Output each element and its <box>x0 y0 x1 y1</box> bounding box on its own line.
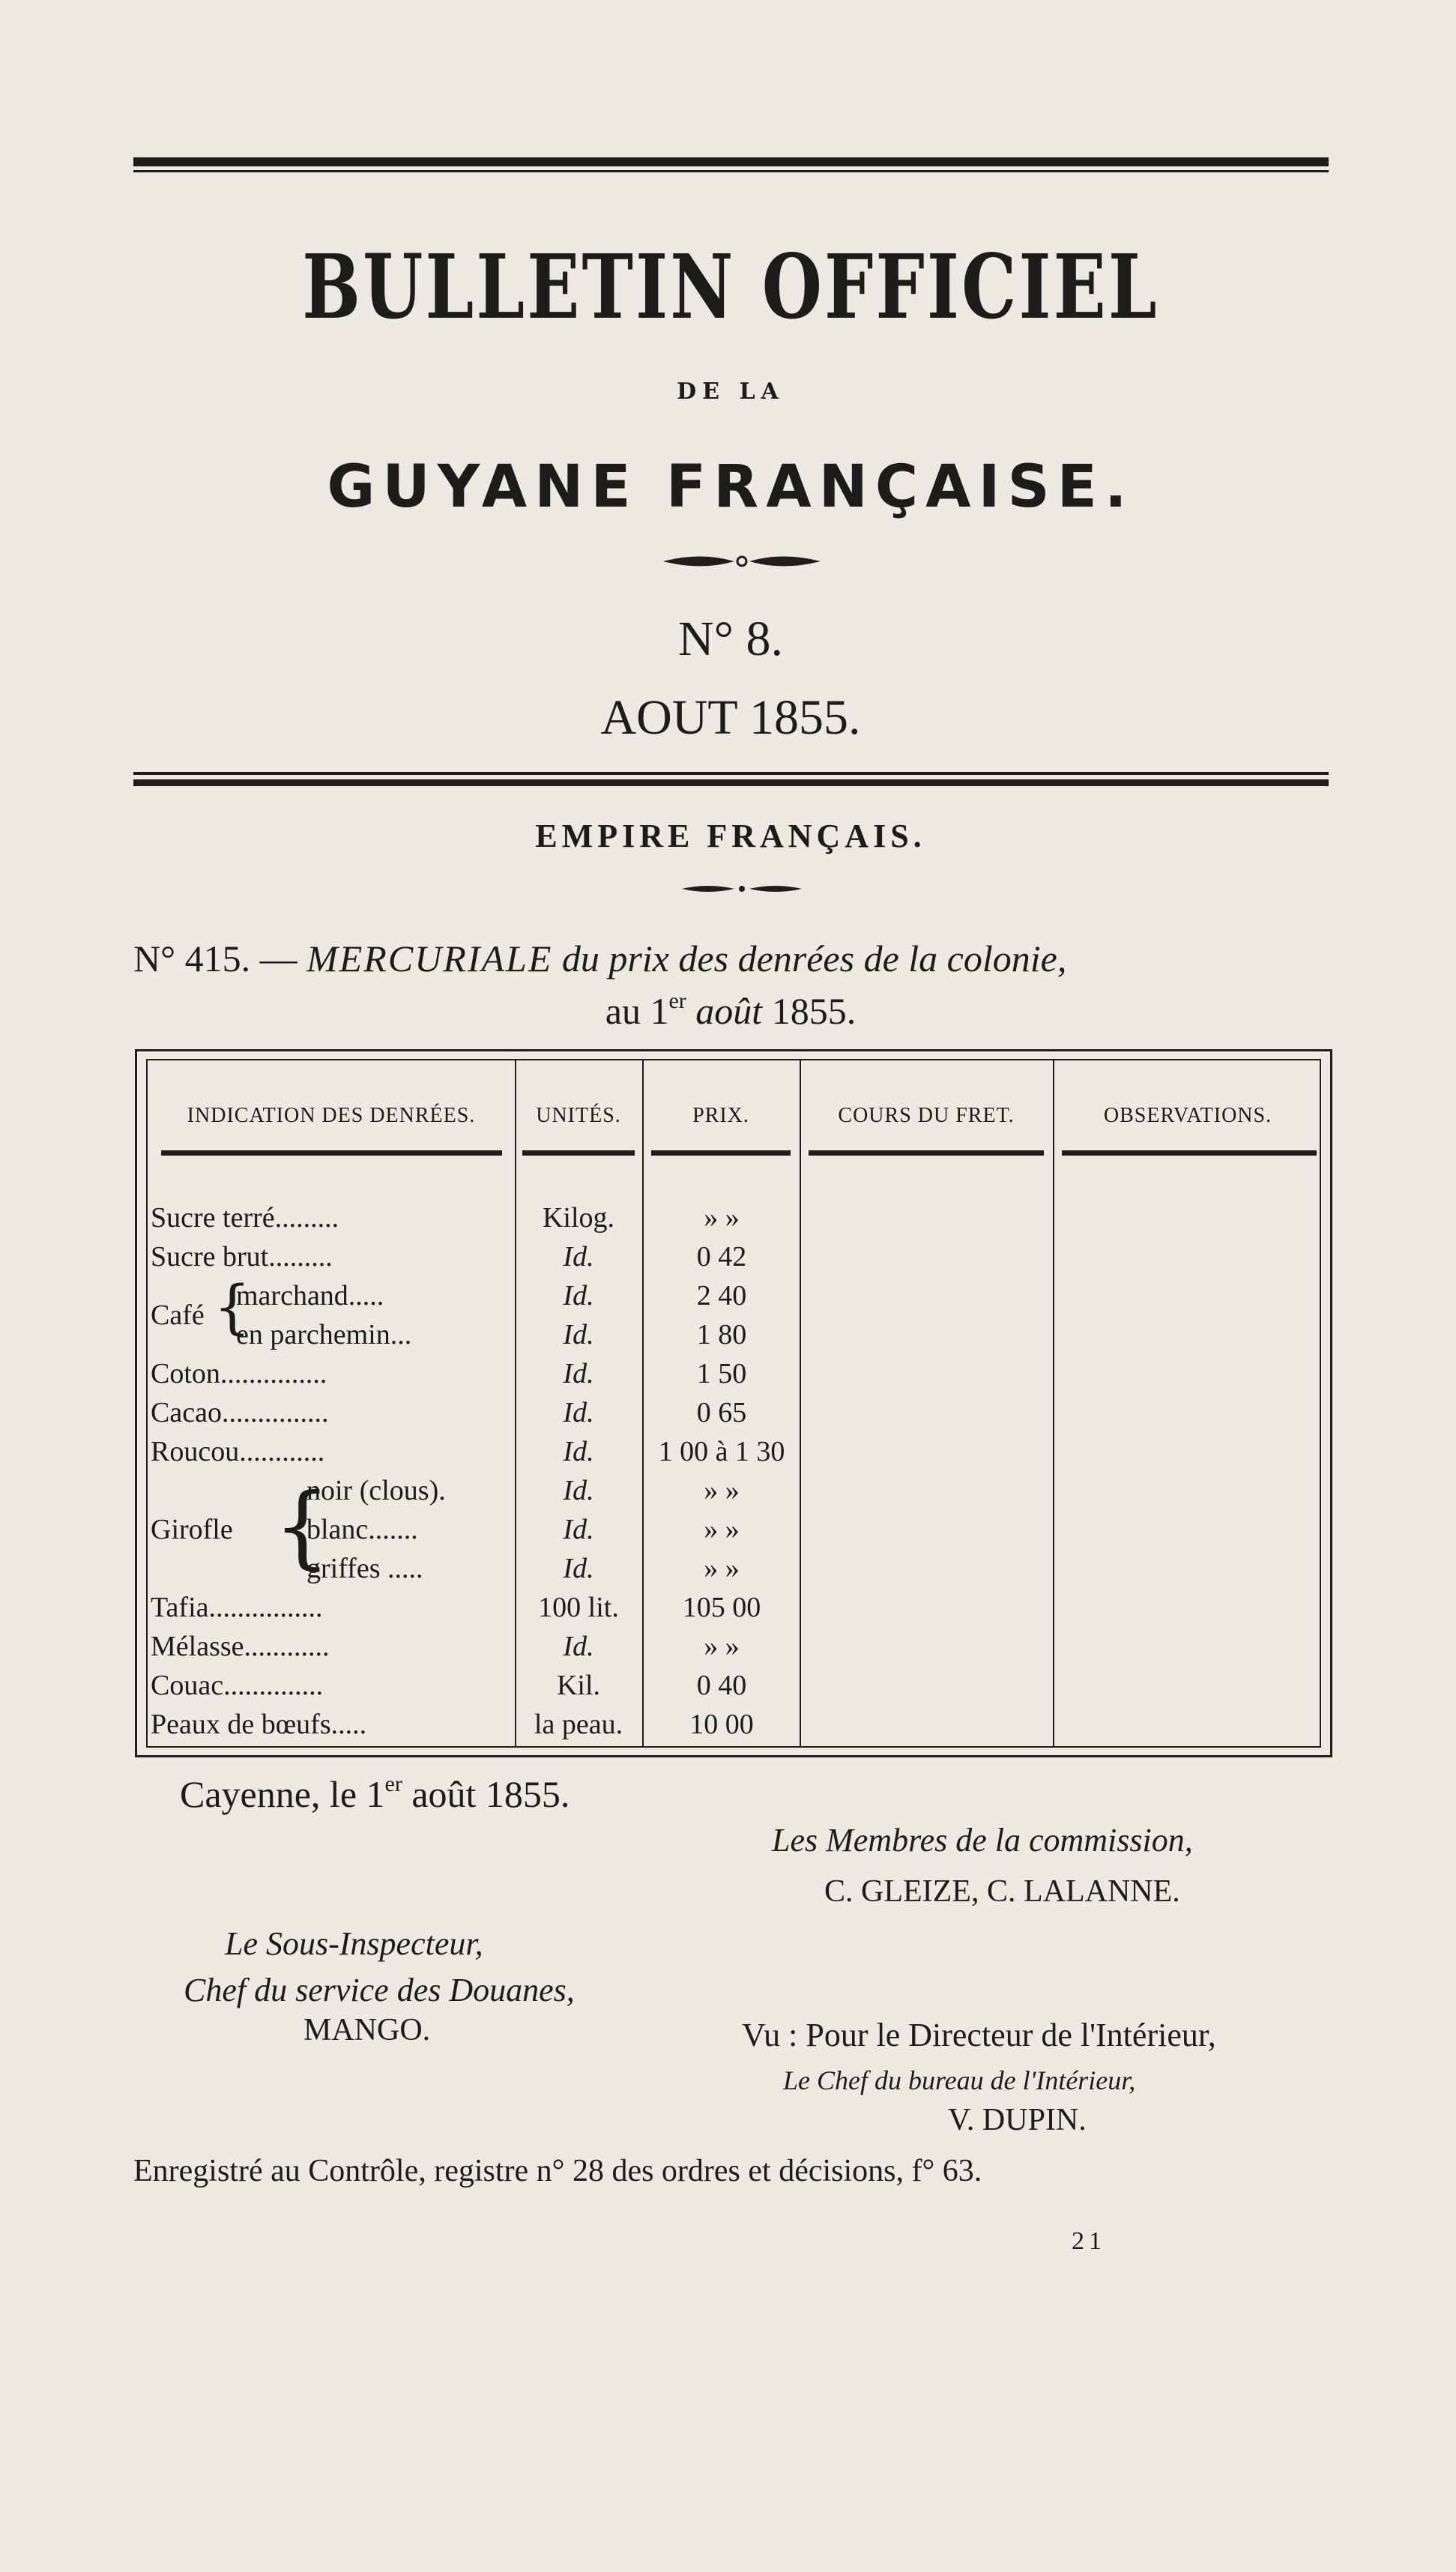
row-price: 105 00 <box>682 1592 761 1623</box>
row-unit: Id. <box>563 1280 594 1311</box>
row-unit: Kil. <box>556 1670 601 1701</box>
top-rule-thin <box>133 170 1329 172</box>
signature-mango: MANGO. <box>303 2013 431 2047</box>
row-unit: Id. <box>563 1241 594 1273</box>
mid-rule-thick <box>133 779 1329 786</box>
chef-bureau: Le Chef du bureau de l'Intérieur, <box>783 2065 1136 2095</box>
row-label: Couac.............. <box>151 1670 324 1701</box>
page-number: 21 <box>1072 2227 1106 2255</box>
row-label: Roucou............ <box>151 1436 325 1467</box>
ornament-divider <box>659 549 824 574</box>
row-unit: 100 lit. <box>538 1592 619 1623</box>
row-label: marchand..... <box>236 1280 384 1311</box>
group-label-girofle: Girofle <box>151 1514 233 1545</box>
row-label: Tafia................ <box>151 1592 323 1623</box>
row-price: » » <box>704 1475 740 1506</box>
row-unit: la peau. <box>534 1709 623 1740</box>
row-price: 0 40 <box>696 1670 747 1701</box>
bulletin-title: BULLETIN OFFICIEL <box>302 235 1159 339</box>
row-label: en parchemin... <box>236 1319 412 1350</box>
row-label: griffes ..... <box>306 1553 423 1584</box>
row-unit: Id. <box>563 1514 594 1545</box>
row-unit: Id. <box>563 1553 594 1584</box>
de-la-text: DE LA <box>677 378 785 405</box>
sous-inspecteur: Le Sous-Inspecteur, <box>225 1925 483 1962</box>
decree-number: N° 415. <box>133 938 251 979</box>
mid-rule <box>133 772 1329 775</box>
decree-date: au 1er août 1855. <box>605 988 857 1032</box>
row-label: Sucre terré......... <box>151 1202 339 1234</box>
row-price: » » <box>704 1631 740 1662</box>
row-unit: Id. <box>563 1475 594 1506</box>
brace: { <box>274 1475 331 1579</box>
row-price: » » <box>704 1514 740 1545</box>
ornament-small <box>678 881 806 896</box>
chef-douanes: Chef du service des Douanes, <box>184 1972 575 2008</box>
row-price: 1 00 à 1 30 <box>658 1436 785 1467</box>
row-unit: Id. <box>563 1319 594 1350</box>
row-price: » » <box>704 1553 740 1584</box>
bulletin-number: N° 8. <box>677 612 784 666</box>
row-price: 2 40 <box>696 1280 747 1311</box>
row-label: Sucre brut......... <box>151 1241 333 1273</box>
row-unit: Id. <box>563 1358 594 1389</box>
commission-names: C. GLEIZE, C. LALANNE. <box>824 1874 1180 1909</box>
row-price: 10 00 <box>689 1709 754 1740</box>
row-price: » » <box>704 1202 740 1234</box>
header-indication: INDICATION DES DENRÉES. <box>187 1104 476 1127</box>
row-price: 0 42 <box>696 1241 747 1273</box>
row-label: Coton............... <box>151 1358 327 1389</box>
bulletin-date: AOUT 1855. <box>600 690 861 745</box>
top-rule <box>133 157 1329 166</box>
row-label: Peaux de bœufs..... <box>151 1709 367 1740</box>
row-unit: Id. <box>563 1631 594 1662</box>
row-price: 1 80 <box>696 1319 747 1350</box>
row-unit: Kilog. <box>542 1202 615 1234</box>
brace: { <box>214 1274 251 1341</box>
row-label: Cacao............... <box>151 1397 329 1428</box>
guyane-title: GUYANE FRANÇAISE. <box>327 453 1135 521</box>
group-label-cafe: Café <box>151 1299 205 1331</box>
table-inner <box>146 1059 1321 1748</box>
empire-heading: EMPIRE FRANÇAIS. <box>535 818 926 854</box>
header-unites: UNITÉS. <box>536 1104 621 1127</box>
enregistre-note: Enregistré au Contrôle, registre n° 28 des ordres et décisions, f° 63. <box>133 2154 982 2188</box>
row-price: 0 65 <box>696 1397 747 1428</box>
row-label: blanc....... <box>306 1514 418 1545</box>
vu-directeur: Vu : Pour le Directeur de l'Intérieur, <box>742 2017 1216 2053</box>
signature-dupin: V. DUPIN. <box>948 2103 1087 2137</box>
header-prix: PRIX. <box>692 1104 749 1127</box>
header-cours-fret: COURS DU FRET. <box>838 1104 1015 1127</box>
place-date: Cayenne, le 1er août 1855. <box>180 1772 570 1815</box>
row-label: Mélasse............ <box>151 1631 330 1662</box>
row-label: noir (clous). <box>306 1475 446 1506</box>
mercuriale-table <box>135 1049 1332 1757</box>
decree-title: N° 415. — MERCURIALE du prix des denrées de la colonie, <box>133 938 1067 979</box>
header-observations: OBSERVATIONS. <box>1103 1104 1272 1127</box>
row-unit: Id. <box>563 1397 594 1428</box>
row-price: 1 50 <box>696 1358 747 1389</box>
row-unit: Id. <box>563 1436 594 1467</box>
mercuriale: MERCURIALE <box>306 938 553 979</box>
commission-title: Les Membres de la commission, <box>772 1822 1193 1859</box>
